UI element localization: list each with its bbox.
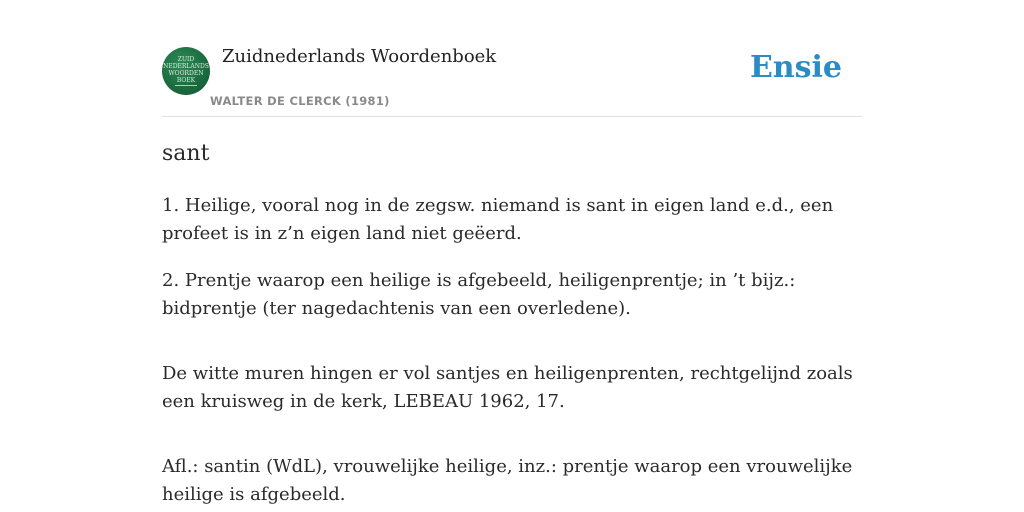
logo-text-line: BOEK — [176, 77, 196, 84]
logo-text-line: ZUID — [177, 56, 195, 63]
brand-logo-link[interactable]: Ensie — [749, 50, 842, 85]
definition-2: 2. Prentje waarop een heilige is afgebeeld, heiligenprentje; in ’t bijz.: bidprentje (ter nagedachtenis van een overledene). — [162, 270, 796, 319]
header — [162, 44, 862, 117]
logo-text-line: WOORDEN — [168, 70, 204, 77]
book-author: WALTER DE CLERCK (1981) — [210, 94, 390, 108]
entry-headword: sant — [162, 141, 210, 166]
entry-content — [162, 138, 862, 512]
book-title[interactable]: Zuidnederlands Woordenboek — [222, 46, 497, 67]
book-logo[interactable] — [162, 47, 210, 95]
logo-rule — [175, 85, 197, 86]
definition-1: 1. Heilige, vooral nog in de zegsw. niemand is sant in eigen land e.d., een profeet is in z’n eigen land niet geëerd. — [162, 195, 834, 244]
example-quote: De witte muren hingen er vol santjes en heiligenprenten, rechtgelijnd zoals een kruisweg in de kerk, LEBEAU 1962, 17. — [162, 363, 853, 412]
logo-text-line: NEDERLANDS — [163, 63, 209, 70]
derivation: Afl.: santin (WdL), vrouwelijke heilige, inz.: prentje waarop een vrouwelijke heilige is afgebeeld. — [162, 456, 853, 505]
